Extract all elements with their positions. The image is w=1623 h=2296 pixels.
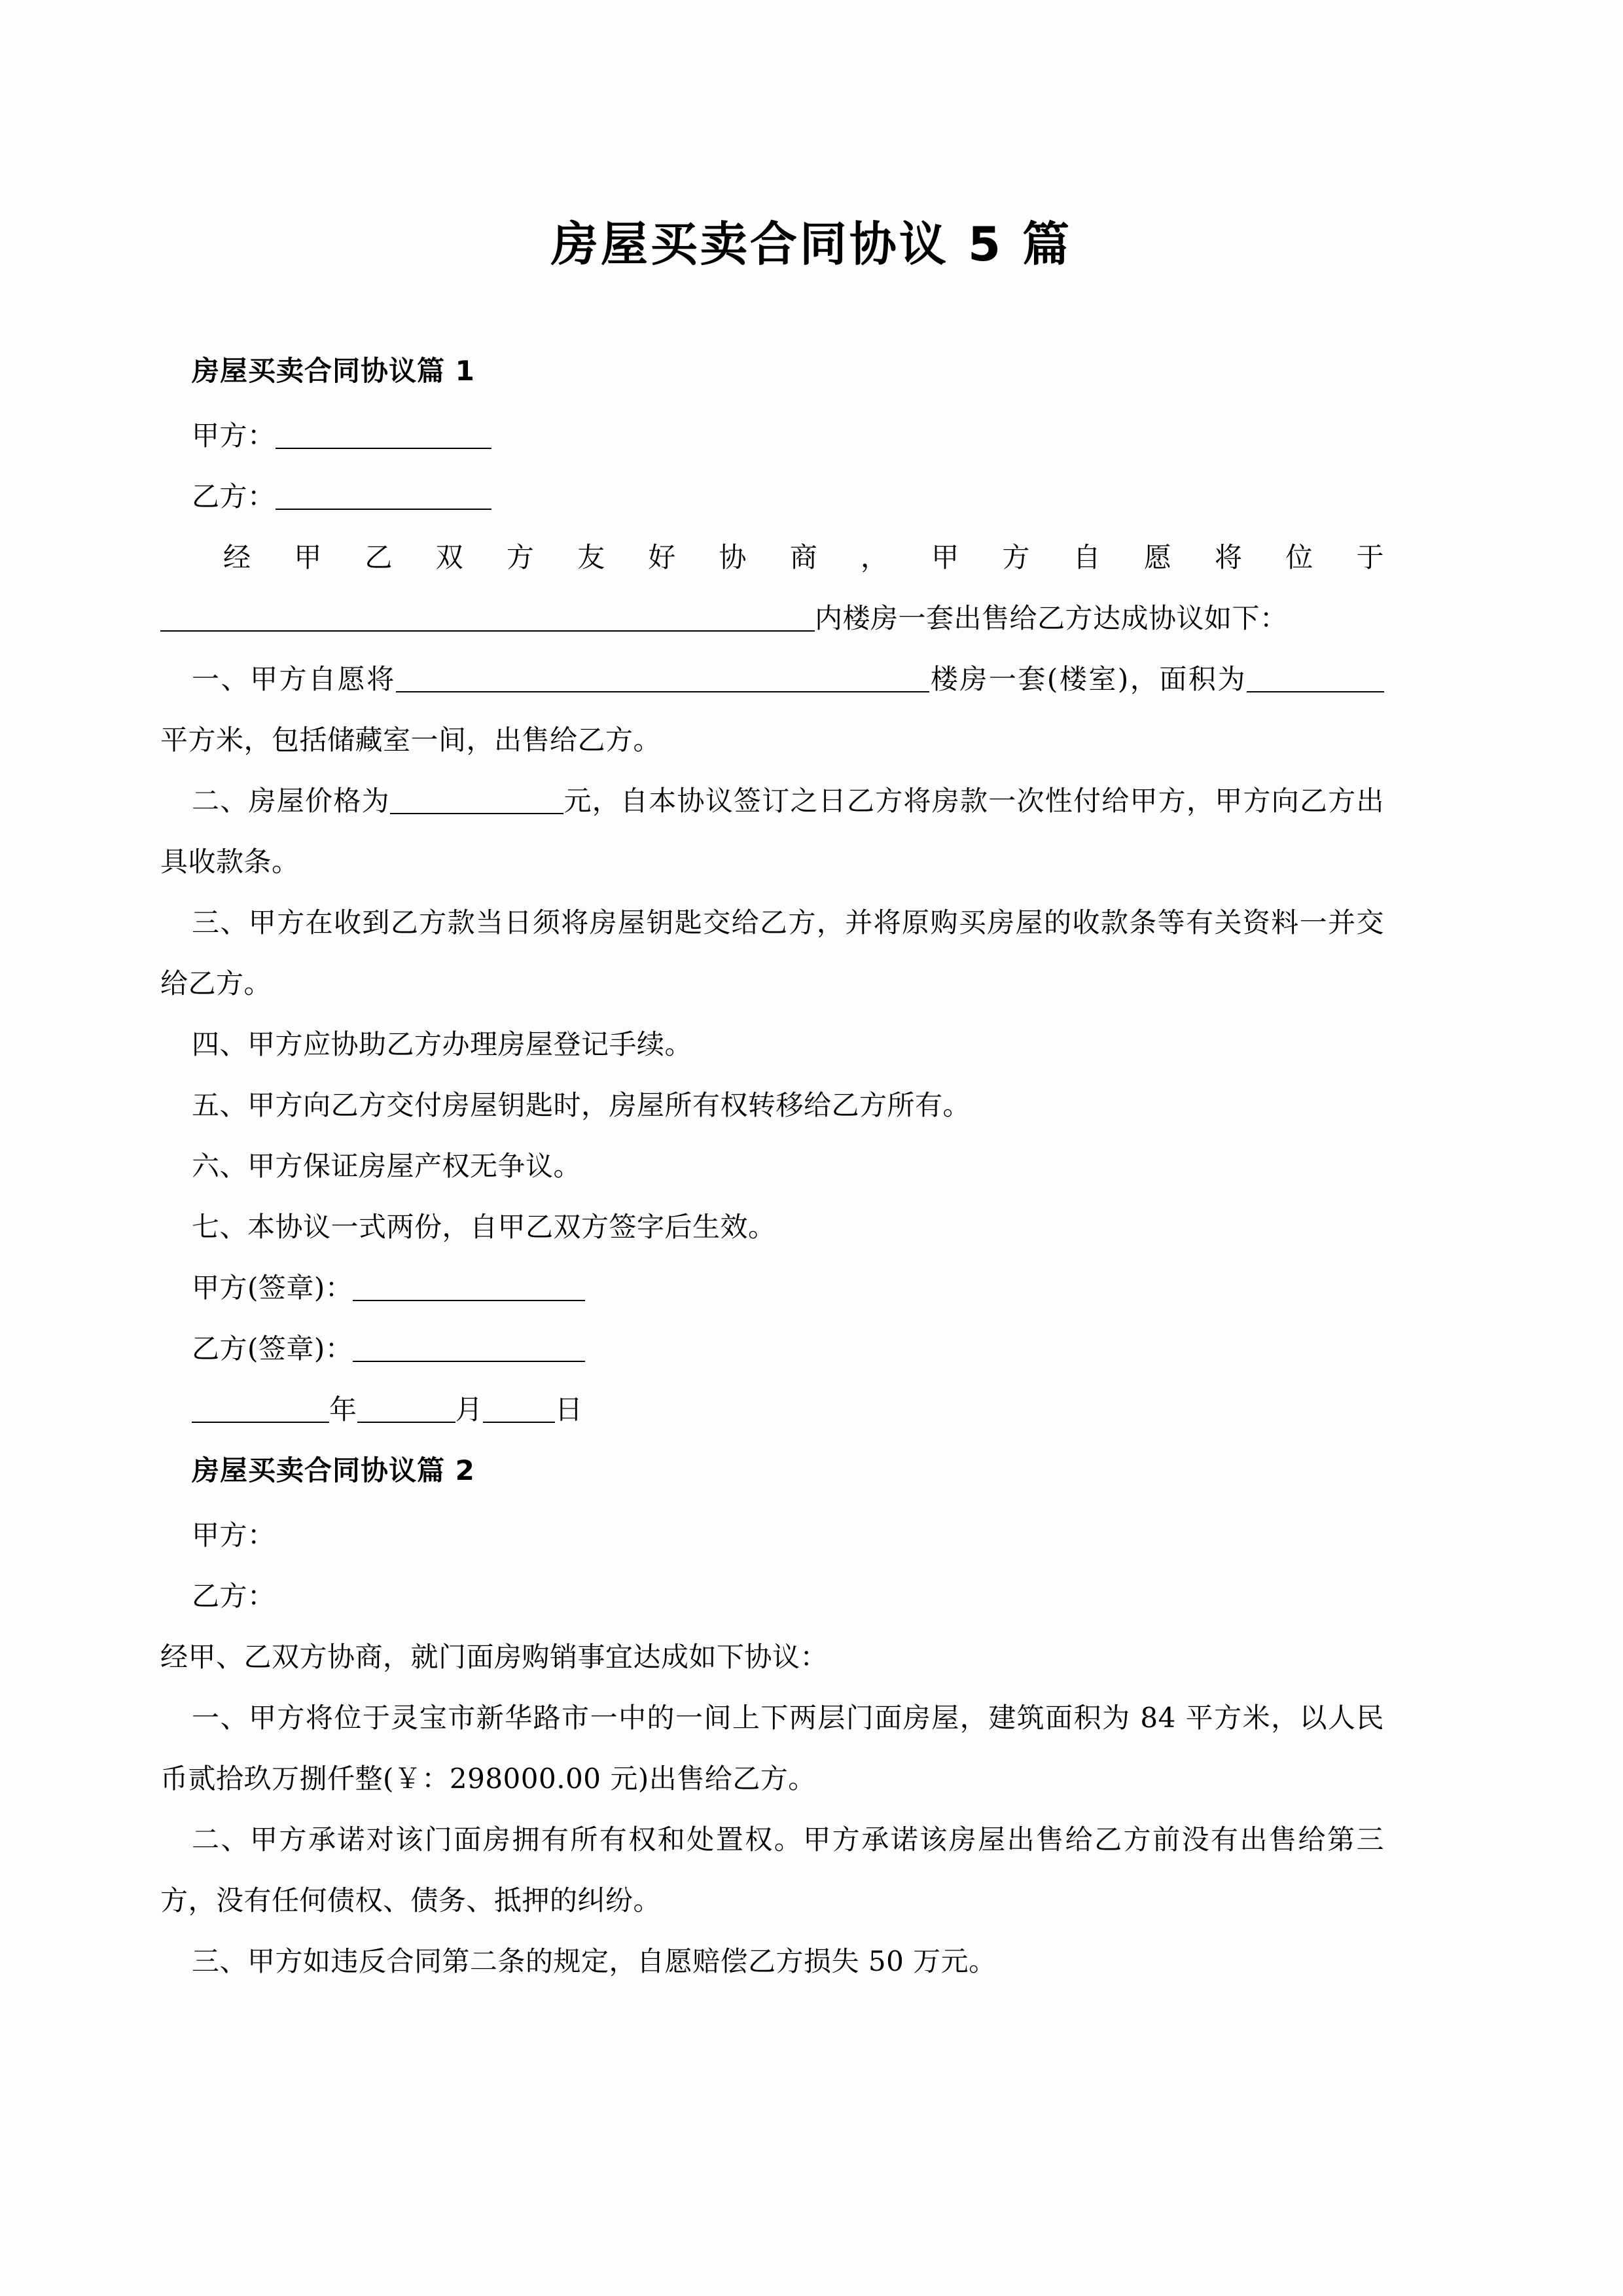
party-a-row-1 <box>160 405 1384 466</box>
party-b-label-1: 乙方： <box>192 480 276 512</box>
clause-1-2-part-a: 二、房屋价格为 <box>192 785 390 817</box>
party-b-row-2: 乙方： <box>192 1580 276 1612</box>
party-a-label-1: 甲方： <box>192 420 276 452</box>
section-heading-1: 房屋买卖合同协议篇 1 <box>192 355 475 387</box>
date-year-label-1: 年 <box>329 1393 357 1426</box>
property-location-input[interactable] <box>160 601 815 632</box>
clause-1-4: 四、甲方应协助乙方办理房屋登记手续。 <box>192 1028 693 1060</box>
intro-lead-text-1: 经 甲 乙 双 方 友 好 协 商 ， 甲 方 自 愿 将 位 于 <box>223 541 1384 573</box>
clause-1-1 <box>160 649 1384 770</box>
date-row-1 <box>160 1379 1384 1440</box>
clause-1-5: 五、甲方向乙方交付房屋钥匙时，房屋所有权转移给乙方所有。 <box>192 1089 971 1121</box>
party-a-row-2: 甲方： <box>192 1519 276 1551</box>
signature-b-row-1 <box>160 1318 1384 1379</box>
clause-2-3: 三、甲方如违反合同第二条的规定，自愿赔偿乙方损失 50 万元。 <box>192 1945 997 1977</box>
clause-1-1-address-input[interactable] <box>396 662 929 692</box>
document-body <box>160 340 1384 1992</box>
clause-1-1-area-input[interactable] <box>1247 662 1384 692</box>
clause-2-2: 二、甲方承诺对该门面房拥有所有权和处置权。甲方承诺该房屋出售给乙方前没有出售给第三方，没有任何债权、债务、抵押的纠纷。 <box>160 1823 1384 1916</box>
date-year-input-1[interactable] <box>192 1393 329 1423</box>
section-heading-2: 房屋买卖合同协议篇 2 <box>192 1454 475 1486</box>
signature-a-row-1 <box>160 1257 1384 1318</box>
date-month-label-1: 月 <box>455 1393 484 1426</box>
clause-1-2 <box>160 770 1384 892</box>
page-title: 房屋买卖合同协议 5 篇 <box>550 217 1073 272</box>
date-day-label-1: 日 <box>555 1393 583 1426</box>
intro-tail-line-1 <box>160 588 1384 649</box>
intro-lead-line-1 <box>160 527 1384 588</box>
clause-1-7: 七、本协议一式两份，自甲乙双方签字后生效。 <box>192 1211 776 1243</box>
clause-1-2-price-input[interactable] <box>390 784 563 814</box>
party-a-input-1[interactable] <box>276 419 491 449</box>
clause-1-3: 三、甲方在收到乙方款当日须将房屋钥匙交给乙方，并将原购买房屋的收款条等有关资料一并交给乙方。 <box>160 906 1384 999</box>
clause-1-6: 六、甲方保证房屋产权无争议。 <box>192 1150 582 1182</box>
intro-tail-text-1: 内楼房一套出售给乙方达成协议如下： <box>815 602 1288 634</box>
date-month-input-1[interactable] <box>357 1393 455 1423</box>
clause-2-1: 一、甲方将位于灵宝市新华路市一中的一间上下两层门面房屋，建筑面积为 84 平方米，以人民币贰拾玖万捌仟整(￥：298000.00 元)出售给乙方。 <box>160 1702 1384 1795</box>
clause-1-1-part-c: 平方米，包括储藏室一间，出售给乙方。 <box>160 724 662 756</box>
date-day-input-1[interactable] <box>483 1393 555 1423</box>
party-b-row-1 <box>160 466 1384 527</box>
party-b-input-1[interactable] <box>276 480 491 510</box>
clause-1-1-part-a: 一、甲方自愿将 <box>192 663 396 695</box>
intro-line-2: 经甲、乙双方协商，就门面房购销事宜达成如下协议： <box>160 1641 829 1673</box>
signature-a-label-1: 甲方(签章)： <box>192 1272 353 1304</box>
signature-b-label-1: 乙方(签章)： <box>192 1333 353 1365</box>
signature-a-input-1[interactable] <box>353 1271 585 1301</box>
clause-1-1-part-b: 楼房一套(楼室)，面积为 <box>929 663 1247 695</box>
clause-1-2-part-b: 元，自本协议签订之日乙方将房款一次性付给甲方，甲方向乙方出具收款条。 <box>160 785 1384 878</box>
signature-b-input-1[interactable] <box>353 1332 585 1362</box>
